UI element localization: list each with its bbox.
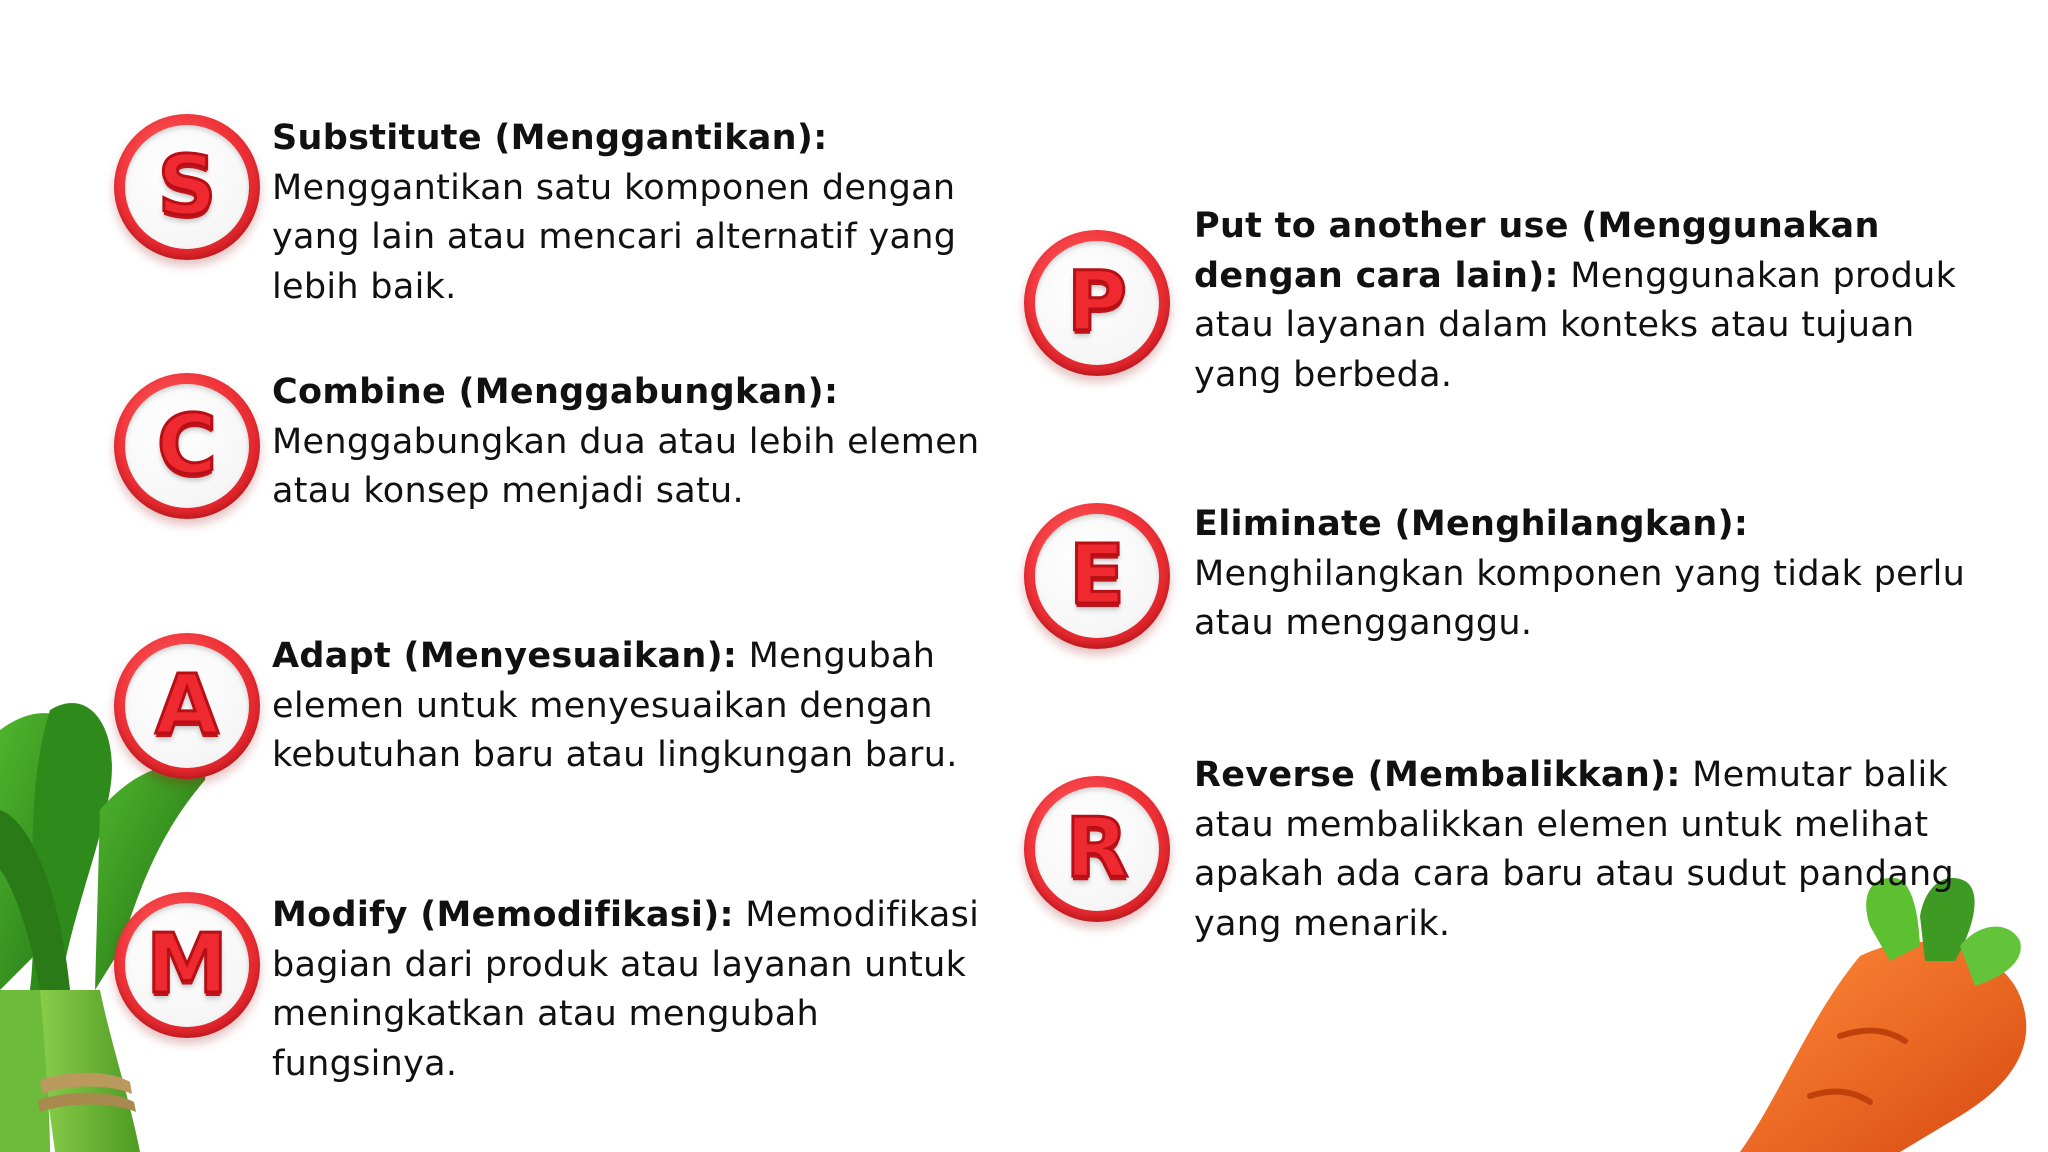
letter-badge-e (1024, 503, 1170, 649)
item-description: Menggunakan produk atau layanan dalam konteks atau tujuan yang berbeda. (1194, 255, 1957, 395)
item-title: Reverse (Membalikkan): (1194, 755, 1681, 795)
item-title: Put to another use (Menggunakan dengan cara lain): (1194, 206, 1880, 296)
item-text (272, 368, 1012, 517)
badge-letter: P (1066, 255, 1128, 350)
badge-letter: C (156, 398, 218, 493)
item-description: Memutar balik atau membalikkan elemen untuk melihat apakah ada cara baru atau sudut pandang yang menarik. (1194, 755, 1954, 944)
badge-letter: S (157, 139, 217, 234)
item-text (1194, 500, 1974, 649)
letter-badge-r (1024, 776, 1170, 922)
letter-badge-s (114, 114, 260, 260)
item-text (272, 632, 1012, 781)
item-text (1194, 202, 1974, 400)
item-description: Menggabungkan dua atau lebih elemen atau konsep menjadi satu. (272, 421, 980, 511)
item-title: Modify (Memodifikasi): (272, 895, 734, 935)
item-description: Mengubah elemen untuk menyesuaikan dengan kebutuhan baru atau lingkungan baru. (272, 636, 958, 775)
badge-letter: M (146, 917, 228, 1012)
letter-badge-a (114, 633, 260, 779)
item-text (1194, 751, 1974, 949)
item-title: Combine (Menggabungkan): (272, 372, 839, 412)
badge-letter: E (1068, 528, 1125, 623)
badge-letter: R (1065, 801, 1129, 896)
item-title: Adapt (Menyesuaikan): (272, 636, 738, 676)
letter-badge-c (114, 373, 260, 519)
item-description: Menghilangkan komponen yang tidak perlu atau mengganggu. (1194, 553, 1966, 643)
item-text (272, 891, 1012, 1089)
item-title: Eliminate (Menghilangkan): (1194, 504, 1749, 544)
letter-badge-p (1024, 230, 1170, 376)
badge-letter: A (155, 658, 219, 753)
item-title: Substitute (Menggantikan): (272, 118, 828, 158)
item-text (272, 114, 1012, 312)
letter-badge-m (114, 892, 260, 1038)
item-description: Menggantikan satu komponen dengan yang lain atau mencari alternatif yang lebih baik. (272, 167, 957, 307)
item-description: Memodifikasi bagian dari produk atau layanan untuk meningkatkan atau mengubah fungsinya. (272, 895, 980, 1084)
